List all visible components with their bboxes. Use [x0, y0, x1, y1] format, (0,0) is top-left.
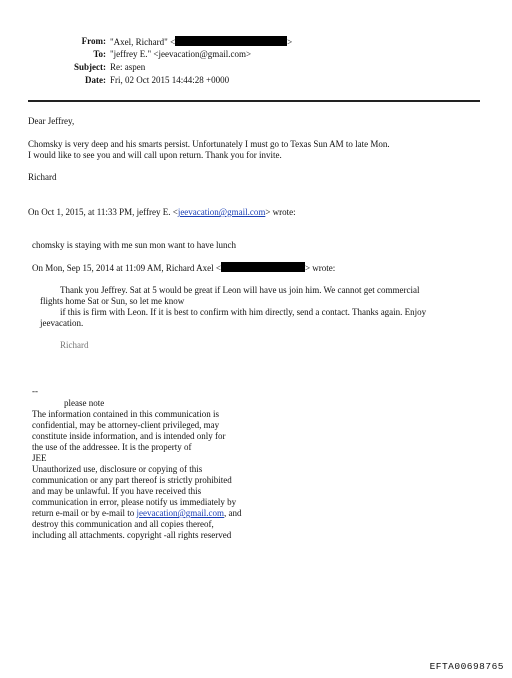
disclaimer-line: destroy this communication and all copies thereof, — [32, 519, 214, 529]
greeting: Dear Jeffrey, — [28, 116, 75, 126]
quote1-attribution-post: > wrote: — [265, 207, 296, 217]
from-value — [110, 36, 292, 48]
quote2-attribution — [32, 262, 335, 274]
quote2-signature: Richard — [60, 340, 89, 350]
disclaimer-line: communication in error, please notify us immediately by — [32, 497, 237, 507]
redaction-box — [221, 262, 305, 272]
quote1-message: chomsky is staying with me sun mon want to have lunch — [32, 240, 236, 250]
date-label: Date: — [85, 75, 106, 85]
disclaimer-line-with-link — [32, 508, 241, 519]
disclaimer-email-link[interactable]: jeevacation@gmail.com — [136, 508, 224, 518]
subject-value: Re: aspen — [110, 62, 146, 72]
body-line-1: Chomsky is very deep and his smarts persist. Unfortunately I must go to Texas Sun AM to late Mon. — [28, 139, 390, 149]
disclaimer-line: communication or any part thereof is strictly prohibited — [32, 475, 232, 485]
disclaimer-line: including all attachments. copyright -all rights reserved — [32, 530, 232, 540]
disclaimer-link-pre: return e-mail or by e-mail to — [32, 508, 137, 518]
disclaimer-line: and may be unlawful. If you have received this — [32, 486, 202, 496]
redaction-box — [175, 36, 287, 46]
body-line-2: I would like to see you and will call upon return. Thank you for invite. — [28, 150, 282, 160]
disclaimer-line: constitute inside information, and is intended only for — [32, 431, 226, 441]
bates-id: EFTA00698765 — [429, 661, 504, 672]
disclaimer-please-note: please note — [64, 398, 105, 408]
from-label: From: — [81, 36, 106, 46]
subject-label: Subject: — [74, 62, 106, 72]
disclaimer-line: confidential, may be attorney-client privileged, may — [32, 420, 220, 430]
quote2-line-1: Thank you Jeffrey. Sat at 5 would be great if Leon will have us join him. We cannot get commercial — [60, 285, 420, 295]
from-tail: > — [287, 37, 293, 47]
quote2-attribution-post: > wrote: — [304, 263, 336, 273]
quote2-line-3: if this is firm with Leon. If it is best to confirm with him directly, send a contact. Thanks again. Enjoy — [60, 307, 427, 317]
disclaimer-link-post: , and — [223, 508, 242, 518]
quote1-email-link[interactable]: jeevacation@gmail.com — [177, 207, 266, 217]
quote2-line-2: flights home Sat or Sun, so let me know — [40, 296, 185, 306]
disclaimer-line: Unauthorized use, disclosure or copying of this — [32, 464, 203, 474]
disclaimer-line: the use of the addressee. It is the property of — [32, 442, 192, 452]
quote1-attribution-pre: On Oct 1, 2015, at 11:33 PM, jeffrey E. < — [28, 207, 178, 217]
quote1-attribution — [28, 207, 296, 218]
quote2-line-4: jeevacation. — [40, 318, 84, 328]
disclaimer-block — [32, 409, 241, 541]
quote2-attribution-pre: On Mon, Sep 15, 2014 at 11:09 AM, Richard Axel < — [32, 263, 221, 273]
disclaimer-dashes: -- — [32, 386, 38, 396]
disclaimer-line: JEE — [32, 453, 47, 463]
to-value: "jeffrey E." <jeevacation@gmail.com> — [110, 49, 252, 59]
body-signature: Richard — [28, 172, 57, 182]
disclaimer-line: The information contained in this communication is — [32, 409, 219, 419]
from-name: "Axel, Richard" < — [110, 37, 176, 47]
date-value: Fri, 02 Oct 2015 14:44:28 +0000 — [110, 75, 230, 85]
header-divider — [28, 100, 480, 102]
to-label: To: — [93, 49, 106, 59]
